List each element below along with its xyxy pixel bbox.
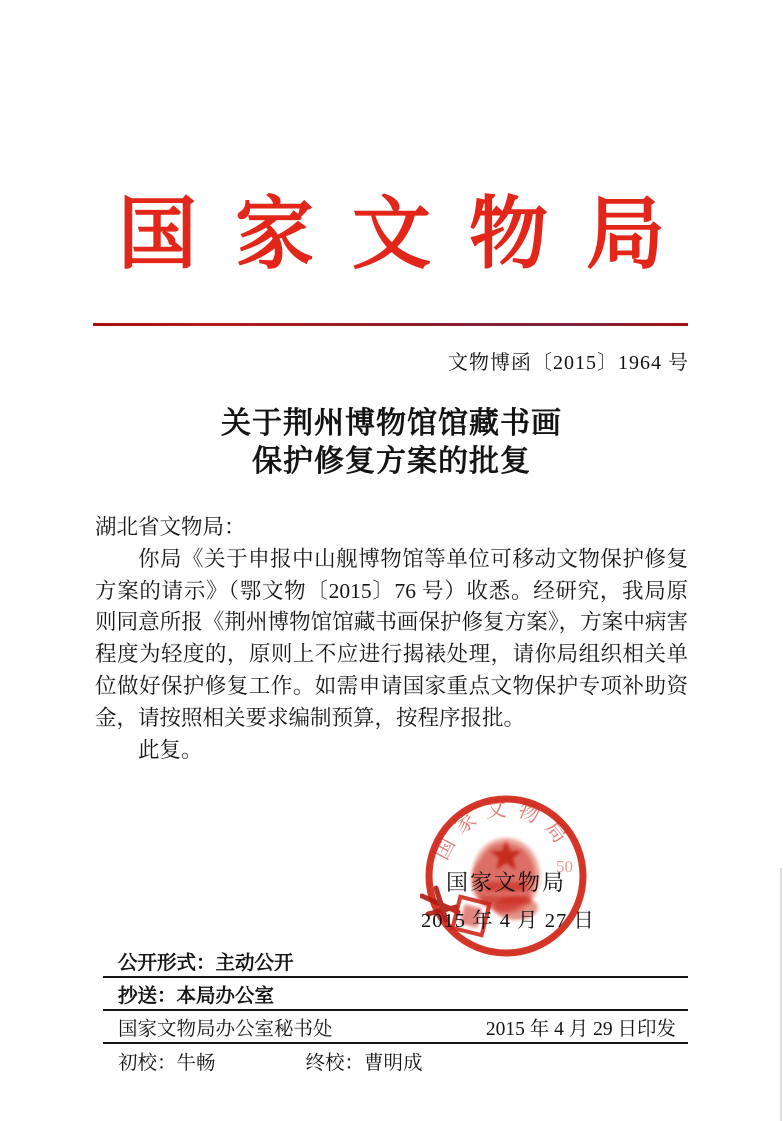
document-title-line2: 保护修复方案的批复 — [252, 445, 531, 478]
footer-row-issuer — [103, 1011, 688, 1044]
disclosure-label: 公开形式：主动公开 — [118, 952, 294, 974]
footer-row-proofread — [103, 1044, 688, 1077]
document-title — [0, 405, 783, 481]
letterhead-org-name: 国家文物局 — [118, 192, 703, 279]
body-paragraph: 你局《关于申报中山舰博物馆等单位可移动文物保护修复方案的请示》（鄂文物〔2015〕76 号）收悉。经研究，我局原则同意所报《荆州博物馆馆藏书画保护修复方案》，方案中病害程度为轻度的，原则上不应进行揭裱处理，请你局组织相关单位做好保护修复工作。如需申请国家重点文物保护专项补助资金，请按照相关要求编制预算，按程序报批。 — [95, 546, 688, 730]
footer-row-cc — [103, 978, 688, 1011]
letterhead-divider — [93, 323, 688, 326]
signature-date: 2015 年 4 月 27 日 — [421, 910, 595, 932]
signature-org: 国家文物局 — [446, 870, 567, 895]
seal-faint-mark: 50 — [556, 857, 573, 876]
footer-table — [103, 945, 688, 1077]
document-title-line1: 关于荆州博物馆馆藏书画 — [221, 407, 562, 440]
print-date: 2015 年 4 月 29 日印发 — [485, 1018, 676, 1040]
body-text — [95, 512, 688, 766]
final-proofreader: 终校：曹明成 — [305, 1052, 423, 1074]
scan-edge-artifact — [780, 868, 782, 1121]
doc-number: 文物博函〔2015〕1964 号 — [448, 352, 689, 374]
seal-arc-text: 国家文物局 — [429, 796, 578, 864]
closing-line: 此复。 — [138, 737, 203, 762]
footer-row-disclosure — [103, 945, 688, 978]
cc-label: 抄送：本局办公室 — [118, 985, 275, 1007]
recipient-line: 湖北省文物局： — [95, 515, 246, 539]
issuer-office: 国家文物局办公室秘书处 — [118, 1018, 333, 1040]
first-proofreader: 初校：牛畅 — [118, 1052, 216, 1074]
